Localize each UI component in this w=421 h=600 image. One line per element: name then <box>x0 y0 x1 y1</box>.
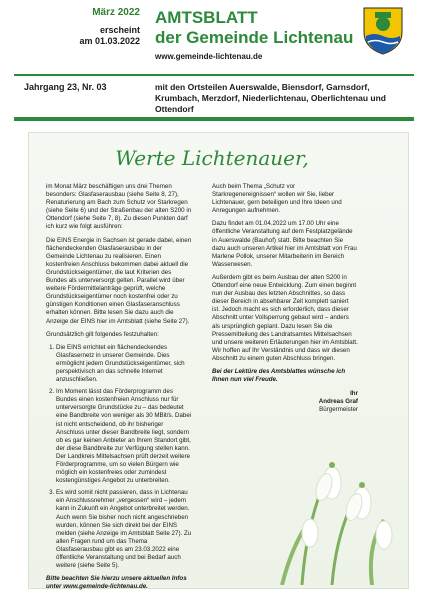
closing-line: Bei der Lektüre des Amtsblattes wünsche ich Ihnen nun viel Freude. <box>212 367 346 384</box>
title-amtsblatt: AMTSBLATT <box>155 8 258 27</box>
title-gemeinde: der Gemeinde Lichtenau <box>155 28 354 47</box>
letter-greeting: Werte Lichtenauer, <box>115 146 309 170</box>
erscheint-label: erscheint <box>99 25 140 35</box>
volume-number: Jahrgang 23, Nr. 03 <box>24 82 107 92</box>
signature-name: Andreas Graf <box>318 398 358 406</box>
signature <box>212 390 358 406</box>
municipal-coat-of-arms-icon <box>362 6 404 56</box>
signature-role: Bürgermeister <box>319 406 358 414</box>
paragraph-veranstaltung: Dazu findet am 01.04.2022 um 17.00 Uhr eine öffentliche Veranstaltung auf dem Festplatzgelände in Auerswalde (Bauhof) statt. Bitte beachten Sie dazu auch unseren Artikel hier im Amtsblatt von Frau Marlene Pollok, unserer Mitarbeiterin im Bereich Wasserwesen. <box>212 220 357 268</box>
paragraph-s200: Außerdem gibt es beim Ausbau der alten S200 in Ottendorf eine neue Entwicklung. Zum einen beginnt nun der Ausbau des letzten Abschnittes, so dass dieser Bereich in absehbarer Zeit komplett saniert ist. Jedoch macht es sich erforderlich, dass dieser Abschnitt unter Vollsperrung gebaut wird – anders als ursprünglich geplant. Dazu lesen Sie die Pressemitteilung des Landratsamtes Mittelsachsen und unsere weiteren Erläuterungen hier im Amtsblatt. Wir hoffen auf Ihr Verständnis und dass wir diesen Abschnitt zu einem guten Abschluss bringen. <box>212 273 358 362</box>
masthead-left <box>28 7 140 47</box>
list-item: 3. Es wird somit nicht passieren, dass in Lichtenau ein Anschlussnehmer „vergessen“ wird – jedem kann in Zukunft ein Angebot unterbreitet werden. Auch wenn Sie bisher noch nicht angeschrieben wurden, können Sie sich direkt bei der EINS melden (siehe Anzeige im Amtsblatt Seite 27). Zu allen Fragen rund um das Thema Glasfaserausbau gibt es am 23.03.2022 eine öffentliche Veranstaltung und bei Bedarf auch weitere (siehe Seite 5). <box>56 489 192 570</box>
publication-date <box>28 25 140 47</box>
erscheint-date: am 01.03.2022 <box>79 36 140 46</box>
districts-line: mit den Ortsteilen Auerswalde, Biensdorf, Garnsdorf, Krumbach, Merzdorf, Niederlichtenau, Oberlichtenau und Ottendorf <box>155 82 386 114</box>
info-note: Bitte beachten Sie hierzu unsere aktuellen Infos unter www.gemeinde-lichtenau.de. <box>46 575 187 591</box>
list-item: 1. Die EINS errichtet ein flächendeckendes Glasfasernetz in unserer Gemeinde. Dies ermöglicht jedem Grundstückseigentümer, sich perspektivisch an das schnelle Internet anzuschließen. <box>56 344 192 384</box>
website-link[interactable]: www.gemeinde-lichtenau.de <box>155 52 263 61</box>
list-item: 2. Im Moment lässt das Förderprogramm des Bundes einen kostenfreien Anschluss nur für unterversorgte Grundstücke zu – das bedeutet eine Bandbreite von weniger als 30 MBit/s. Dabei ist nicht entscheidend, ob ihr bisheriger Anschluss unter dieser Bandbreite liegt, sondern ob es gar keinen Anbieter an Ihrem Standort gibt, der diese Bandbreite zur Verfügung stellen kann. Der Landkreis Mittelsachsen prüft derzeit weitere Förderprogramme, um so vielen Bürgern wie möglich ein kostenfreies oder zumindest kostengünstiges Angebot zu unterbreiten. <box>56 388 192 485</box>
newspaper-title <box>155 8 353 48</box>
points-list <box>46 344 192 571</box>
masthead-rule-bottom <box>14 117 414 121</box>
masthead-rule-top <box>14 74 414 76</box>
letter-column-right <box>212 183 358 414</box>
letter-column-left <box>46 183 192 596</box>
signature-ihr: Ihr <box>350 390 358 398</box>
paragraph-glasfaser: Die EINS Energie in Sachsen ist gerade dabei, einen flächendeckenden Glasfaserausbau in der Gemeinde Lichtenau zu realisieren. Einen kostenfreien Anschluss bekommen dabei aktuell die Grundstückseigentümer, die laut Kriterien des Bundes als unterversorgt gelten. Parallel wird über weitere Fördermittelanträge geprüft, welche Grundstückseigentümer noch kostenfrei oder zu günstigen Konditionen einen Glasfaseranschluss erhalten können. Bitte lesen Sie dazu auch die Anzeige der EINS hier im Amtsblatt (siehe Seite 27). <box>46 236 192 325</box>
paragraph-intro: im Monat März beschäftigen uns drei Themen besonders: Glasfaserausbau (siehe Seite 8, 27), Renaturierung am Bach zum Schutz vor Starkregen (siehe Seite 6) und der Straßenbau der alten S200 in Ottendorf (siehe Seite 7, 8). Zu diesen Punkten darf ich kurz wie folgt ausführen: <box>46 183 192 231</box>
paragraph-grundsaetzlich: Grundsätzlich gilt folgendes festzuhalten: <box>46 330 159 338</box>
issue-date: März 2022 <box>92 7 140 18</box>
paragraph-starkregen: Auch beim Thema „Schutz vor Starkregenereignissen“ wollen wir Sie, lieber Lichtenauer, gern beteiligen und Ihre Ideen und Anregungen aufnehmen. <box>212 183 342 215</box>
snowdrop-flower-icon <box>262 425 402 585</box>
